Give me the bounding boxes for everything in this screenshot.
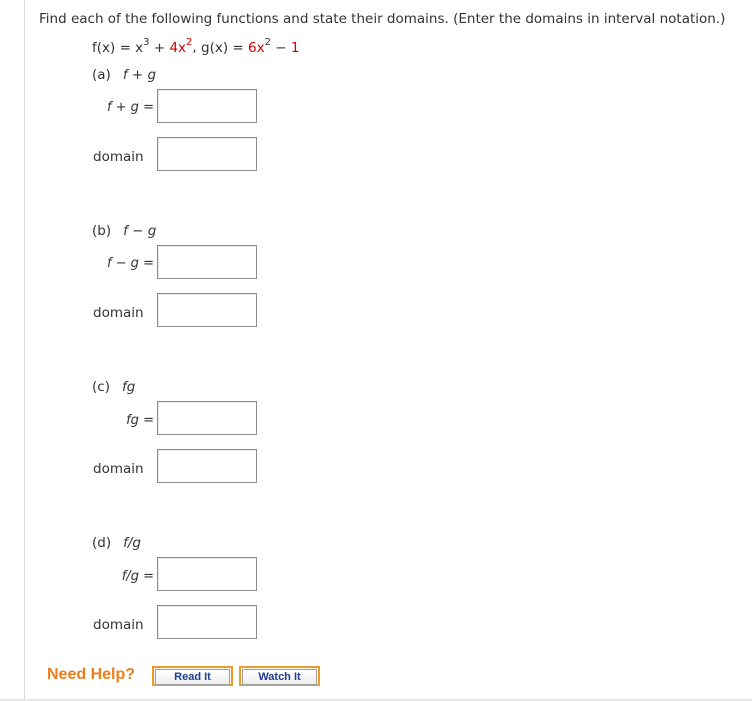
watch-it-button[interactable] [239,666,320,686]
read-it-label: Read It [155,669,230,685]
part-d-equation-label: f/g = [121,569,154,584]
function-definitions: $f(x) = x^3 + 4x^2$, $g(x) = 6x^2 - 1$ [92,37,300,56]
part-b-function-input[interactable] [157,245,257,279]
read-it-button[interactable] [152,666,233,686]
part-d-heading: (d) f/g [92,535,141,551]
part-b-function-field[interactable] [158,246,256,278]
part-a-function-field[interactable] [158,90,256,122]
part-c-function-input[interactable] [157,401,257,435]
part-a-domain-label: domain [93,149,144,165]
part-b-heading: (b) f − g [92,223,157,239]
part-b-domain-label: domain [93,305,144,321]
question-prompt: Find each of the following functions and state their domains. (Enter the domains in interval notation.) [39,11,726,27]
part-c-equation-label: fg = [126,413,154,428]
part-a-domain-input[interactable] [157,137,257,171]
part-c-domain-field[interactable] [158,450,256,482]
g-definition: $g(x) = 6x^2 - 1$ [201,37,300,56]
part-b-equation-label: f − g = [106,256,154,271]
part-d-domain-label: domain [93,617,144,633]
part-c-function-field[interactable] [158,402,256,434]
part-c-domain-input[interactable] [157,449,257,483]
part-a-domain-field[interactable] [158,138,256,170]
f-definition: $f(x) = x^3 + 4x^2$ [92,37,193,56]
part-a-heading: (a) f + g [92,67,157,83]
part-d-function-input[interactable] [157,557,257,591]
part-d-domain-field[interactable] [158,606,256,638]
part-c-domain-label: domain [93,461,144,477]
left-border [24,0,25,701]
part-d-domain-input[interactable] [157,605,257,639]
watch-it-label: Watch It [242,669,317,685]
part-a-equation-label: f + g = [106,100,154,115]
part-d-function-field[interactable] [158,558,256,590]
part-b-domain-input[interactable] [157,293,257,327]
need-help-label: Need Help? [47,666,136,683]
part-a-function-input[interactable] [157,89,257,123]
part-b-domain-field[interactable] [158,294,256,326]
part-c-heading: (c) fg [92,379,136,395]
